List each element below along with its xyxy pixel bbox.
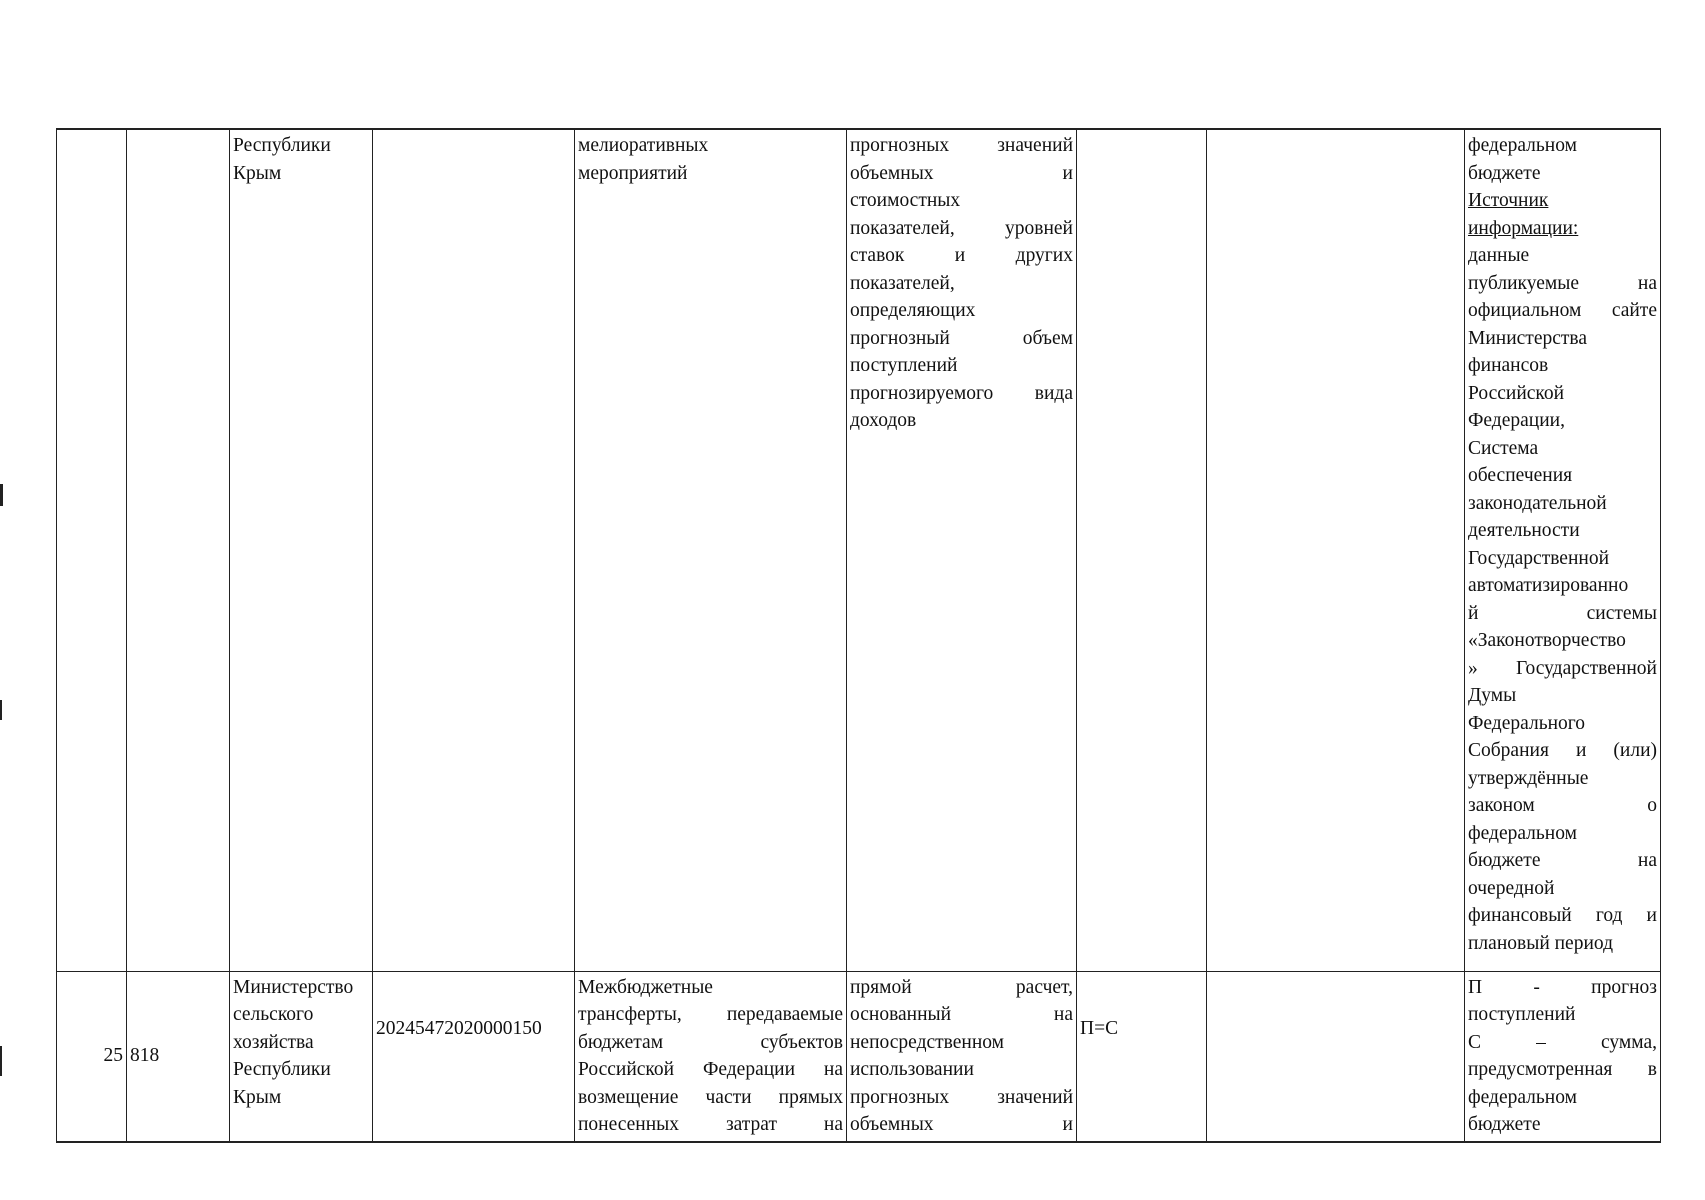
cell-text-line: деятельности <box>1468 520 1580 541</box>
cell-text-line: ставок и других <box>850 245 1073 266</box>
cell-text-line: прогнозных значений <box>850 135 1073 156</box>
cell-text-line: Федерального <box>1468 712 1586 734</box>
table-row-25 <box>57 971 1661 1142</box>
cell-text-line: Государственной <box>1468 547 1610 569</box>
source-label: Источник <box>1468 190 1549 211</box>
cell-text-line: показателей, уровней <box>850 217 1073 239</box>
cell-forecast-method <box>847 971 1077 1142</box>
cell-administrator-name <box>230 129 373 971</box>
cell-text-line: объемных и <box>850 162 1073 184</box>
cell-text-line: С – сумма, <box>1468 1031 1657 1053</box>
cell-text-line: П - прогноз <box>1468 976 1657 998</box>
cell-forecast-method <box>847 129 1077 971</box>
cell-text-line: федеральном <box>1468 1086 1577 1108</box>
cell-text-line: утверждённые <box>1468 767 1589 789</box>
cell-admin-code: 818 <box>127 971 230 1142</box>
cell-kbk-code <box>373 129 575 971</box>
cell-text-line: понесенных затрат на <box>578 1114 843 1135</box>
cell-row-number: 25 <box>57 971 127 1142</box>
cell-text-line: финансовый год и <box>1468 905 1657 926</box>
cell-text-line: хозяйства <box>233 1031 314 1053</box>
cell-text-line: показателей, <box>850 272 955 294</box>
scan-edge-mark-3 <box>0 1046 2 1076</box>
cell-text-line: возмещение части прямых <box>578 1086 843 1108</box>
cell-administrator-name <box>230 971 373 1142</box>
source-label: информации: <box>1468 217 1579 239</box>
cell-text-line: непосредственном <box>850 1031 1005 1053</box>
cell-text-line: определяющих <box>850 300 976 321</box>
cell-text-line: мелиоративных <box>578 135 709 156</box>
cell-text-line: поступлений <box>1468 1004 1576 1025</box>
cell-text-line: Министерство <box>233 976 354 998</box>
cell-text-line: стоимостных <box>850 190 961 211</box>
table-row-continued <box>57 129 1661 971</box>
cell-text-line: Министерства <box>1468 327 1588 349</box>
cell-algorithm <box>1207 971 1465 1142</box>
budget-revenue-table <box>56 128 1661 1143</box>
cell-text-line: использовании <box>850 1059 974 1080</box>
scan-edge-mark-2 <box>0 700 2 720</box>
cell-text-line: мероприятий <box>578 162 688 184</box>
cell-text-line: Республики <box>233 1059 331 1080</box>
cell-text-line: Крым <box>233 162 282 184</box>
cell-admin-code <box>127 129 230 971</box>
cell-text-line: Федерации, <box>1468 410 1565 431</box>
cell-text-line: предусмотренная в <box>1468 1059 1657 1080</box>
cell-text-line: законом о <box>1468 795 1657 816</box>
cell-revenue-name <box>575 129 847 971</box>
cell-text-line: прямой расчет, <box>850 976 1073 998</box>
cell-formula: П=С <box>1077 971 1207 1142</box>
cell-text-line: законодательной <box>1468 492 1607 514</box>
cell-text-line: Крым <box>233 1086 282 1108</box>
cell-text-line: данные <box>1468 245 1530 266</box>
cell-text-line: поступлений <box>850 355 958 376</box>
cell-text-line: основанный на <box>850 1004 1073 1025</box>
cell-text-line: бюджетам субъектов <box>578 1031 843 1053</box>
cell-text-line: Российской Федерации на <box>578 1059 843 1080</box>
cell-text-line: публикуемые на <box>1468 272 1657 294</box>
cell-text-line: Думы <box>1468 685 1517 706</box>
cell-text-line: плановый период <box>1468 932 1614 954</box>
cell-text-line: бюджете <box>1468 162 1541 184</box>
cell-text-line: федеральном <box>1468 135 1577 156</box>
cell-text-line: Межбюджетные <box>578 976 713 998</box>
cell-text-line: Собрания и (или) <box>1468 740 1657 761</box>
cell-formula <box>1077 129 1207 971</box>
cell-text-line: обеспечения <box>1468 465 1573 486</box>
cell-revenue-name <box>575 971 847 1142</box>
cell-indicator-description <box>1465 971 1661 1142</box>
cell-text-line: прогнозируемого вида <box>850 382 1073 404</box>
cell-text-line: бюджете <box>1468 1114 1541 1135</box>
cell-text-line: объемных и <box>850 1114 1073 1135</box>
cell-text-line: «Законотворчество <box>1468 630 1626 651</box>
cell-indicator-description <box>1465 129 1661 971</box>
cell-text-line: Система <box>1468 437 1539 459</box>
scan-edge-mark-1 <box>0 484 3 506</box>
cell-text-line: федеральном <box>1468 822 1577 844</box>
cell-text-line: очередной <box>1468 877 1555 899</box>
cell-text-line: сельского <box>233 1004 314 1025</box>
cell-text-line: й системы <box>1468 602 1657 624</box>
cell-text-line: Российской <box>1468 382 1565 404</box>
cell-text-line: доходов <box>850 410 917 431</box>
cell-algorithm <box>1207 129 1465 971</box>
cell-text-line: официальном сайте <box>1468 300 1657 321</box>
cell-text-line: финансов <box>1468 355 1549 376</box>
cell-text-line: трансферты, передаваемые <box>578 1004 843 1025</box>
cell-text-line: » Государственной <box>1468 657 1657 679</box>
cell-text-line: бюджете на <box>1468 850 1657 871</box>
cell-text-line: прогнозных значений <box>850 1086 1073 1108</box>
cell-text-line: автоматизированно <box>1468 575 1629 596</box>
cell-kbk-code: 20245472020000150 <box>373 971 575 1142</box>
cell-row-number <box>57 129 127 971</box>
cell-text-line: Республики <box>233 135 331 156</box>
cell-text-line: прогнозный объем <box>850 327 1073 349</box>
